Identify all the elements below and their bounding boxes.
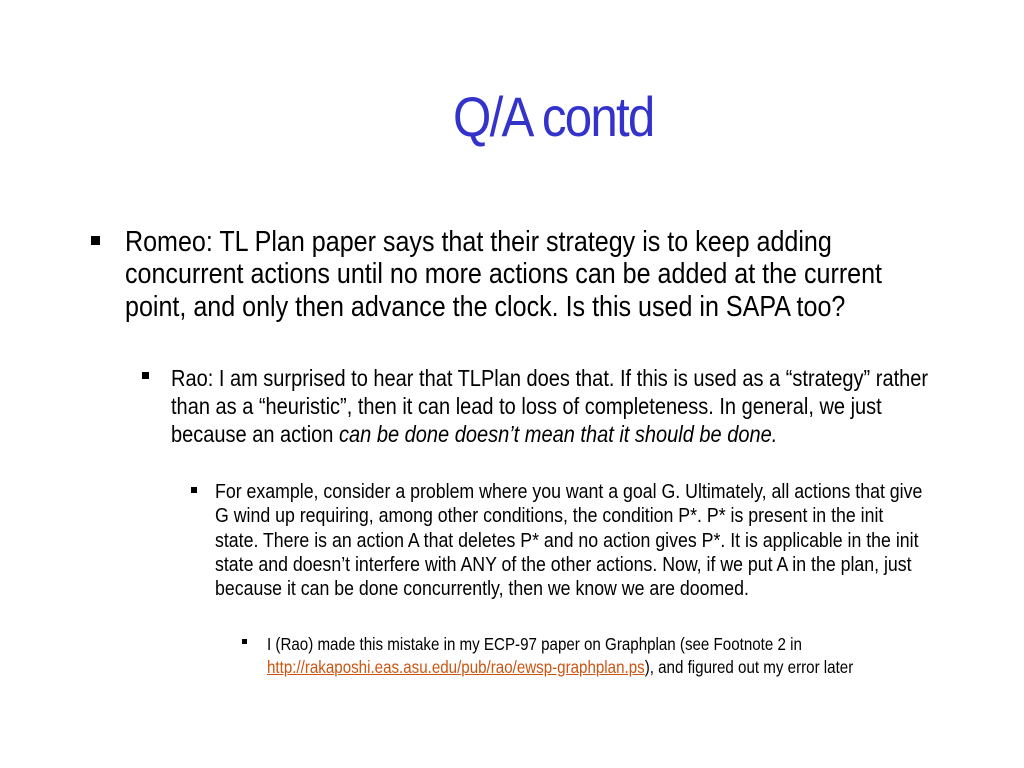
graphplan-paper-link[interactable]: http://rakaposhi.eas.asu.edu/pub/rao/ewsp-graphplan.ps	[267, 656, 645, 677]
slide-title: Q/A contd	[453, 85, 654, 148]
bullet-level2	[171, 364, 937, 448]
bullet-level3-text: For example, consider a problem where you want a goal G. Ultimately, all actions that give G wind up requiring, among other conditions, the condition P*. P* is present in the init state. There is an action A that deletes P* and no action gives P*. It is applicable in the init state and doesn’t interfere with ANY of the other actions. Now, if we put A in the plan, just because it can be done concurrently, then we know we are doomed.	[215, 480, 923, 601]
bullet-level2-paragraph	[171, 364, 937, 448]
bullet-level2-emphasis: can be done doesn’t mean that it should be done.	[338, 421, 778, 447]
bullet-square-level3-icon	[191, 487, 197, 493]
bullet-level1-text: Romeo: TL Plan paper says that their strategy is to keep adding concurrent actions until no more actions can be added at the current point, and only then advance the clock. Is this used in SAPA too?	[125, 226, 883, 323]
bullet-level4-text-after: ), and figured out my error later	[644, 656, 854, 677]
bullet-level4	[267, 633, 929, 678]
bullet-level2-text: Rao: I am surprised to hear that TLPlan does that. If this is used as a “strategy” rather than as a “heuristic”, then it can lead to loss of completeness. In general, we just because an action	[171, 365, 929, 447]
bullet-level3	[215, 480, 924, 601]
bullet-square-level4-icon	[242, 639, 247, 644]
bullet-level1	[125, 226, 917, 323]
bullet-square-level2-icon	[142, 372, 149, 379]
bullet-level4-text-before: I (Rao) made this mistake in my ECP-97 paper on Graphplan (see Footnote 2 in	[267, 634, 802, 654]
bullet-square-level1-icon	[91, 236, 100, 245]
bullet-level4-paragraph	[267, 633, 929, 678]
